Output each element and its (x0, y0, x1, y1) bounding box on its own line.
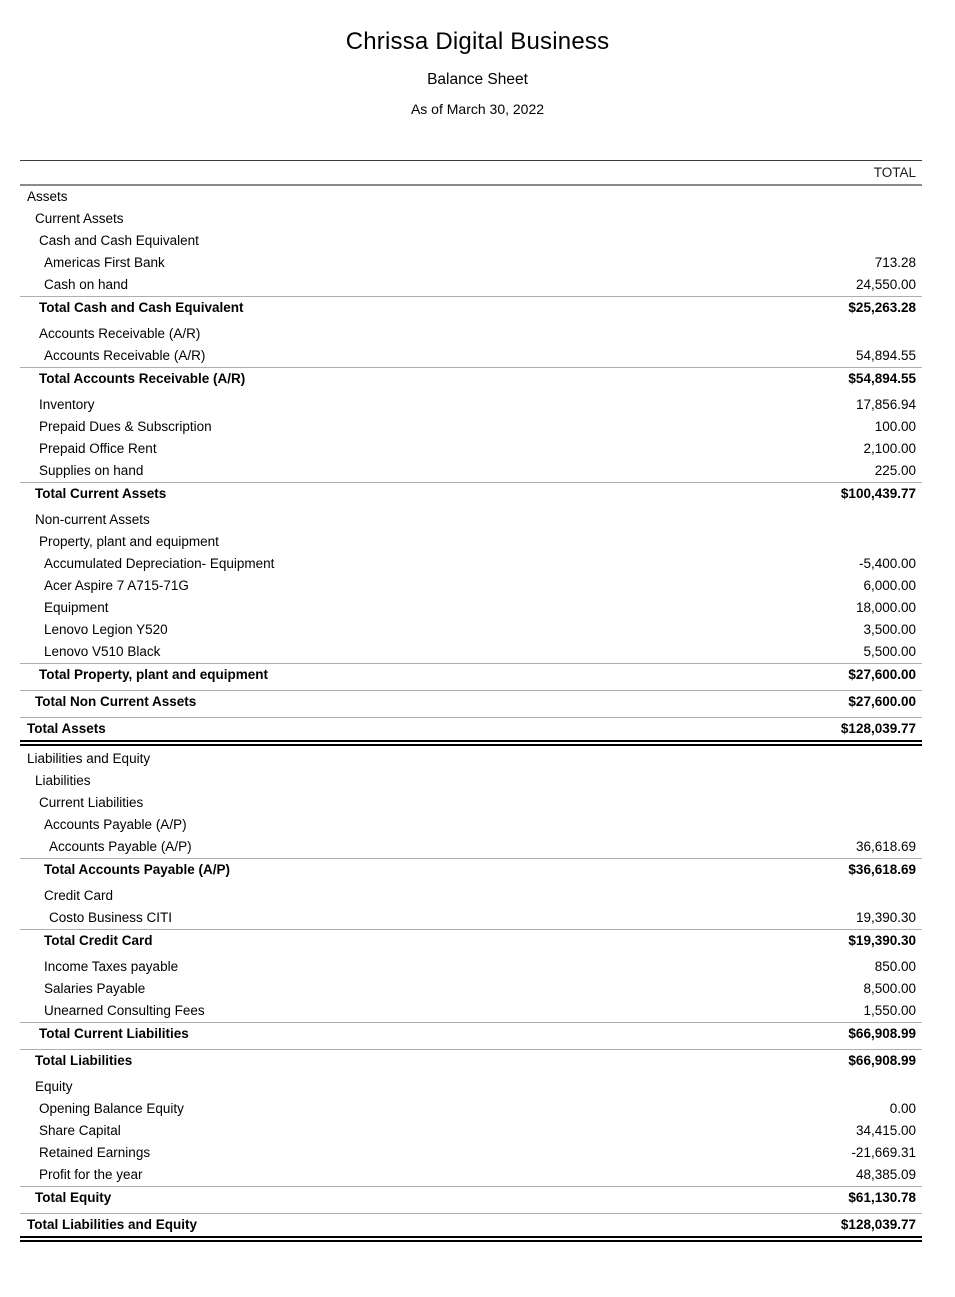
row-label: Total Accounts Payable (A/P) (44, 861, 231, 877)
row-value: $128,039.77 (840, 1216, 916, 1232)
table-row (20, 792, 922, 814)
row-value: 17,856.94 (855, 397, 916, 412)
row-value: $27,600.00 (848, 666, 916, 682)
row-label: Accounts Receivable (A/R) (39, 326, 201, 341)
row-value: $36,618.69 (848, 861, 916, 877)
row-label: Cash and Cash Equivalent (39, 233, 199, 248)
table-row (20, 296, 922, 318)
table-row (20, 1022, 922, 1044)
row-value: $27,600.00 (848, 693, 916, 709)
table-row (20, 509, 922, 531)
row-label: Non-current Assets (35, 512, 150, 527)
table-row (20, 663, 922, 685)
table-row (20, 885, 922, 907)
table-row (20, 252, 922, 274)
row-label: Unearned Consulting Fees (44, 1003, 205, 1018)
row-value: $128,039.77 (840, 720, 916, 736)
table-row (20, 416, 922, 438)
table-row (20, 770, 922, 792)
table-row (20, 597, 922, 619)
row-label: Prepaid Office Rent (39, 441, 157, 456)
double-rule (20, 1236, 922, 1242)
row-label: Total Liabilities and Equity (27, 1216, 198, 1232)
row-value: $66,908.99 (848, 1052, 916, 1068)
row-label: Total Assets (27, 720, 106, 736)
table-row (20, 230, 922, 252)
row-label: Current Liabilities (39, 795, 144, 810)
row-label: Supplies on hand (39, 463, 144, 478)
row-value: 19,390.30 (855, 910, 916, 925)
table-row (20, 1213, 922, 1235)
row-value: $100,439.77 (840, 485, 916, 501)
table-row (20, 367, 922, 389)
row-label: Equipment (44, 600, 109, 615)
row-label: Profit for the year (39, 1167, 143, 1182)
table-row (20, 1049, 922, 1071)
row-label: Accounts Receivable (A/R) (44, 348, 206, 363)
row-label: Credit Card (44, 888, 114, 903)
table-row (20, 460, 922, 482)
row-value: 0.00 (889, 1101, 916, 1116)
row-label: Total Accounts Receivable (A/R) (39, 370, 246, 386)
row-value: 3,500.00 (863, 622, 916, 637)
table-row (20, 619, 922, 641)
row-label: Total Credit Card (44, 932, 153, 948)
table-row (20, 956, 922, 978)
row-label: Prepaid Dues & Subscription (39, 419, 212, 434)
table-row (20, 929, 922, 951)
table-row (20, 1164, 922, 1186)
report-date: As of March 30, 2022 (410, 101, 545, 117)
table-row (20, 907, 922, 929)
row-label: Retained Earnings (39, 1145, 151, 1160)
row-label: Acer Aspire 7 A715-71G (44, 578, 189, 593)
table-row (20, 323, 922, 345)
row-label: Opening Balance Equity (39, 1101, 184, 1116)
row-label: Costo Business CITI (49, 910, 173, 925)
row-value: 100.00 (874, 419, 916, 434)
row-value: 8,500.00 (863, 981, 916, 996)
table-row (20, 438, 922, 460)
row-label: Assets (27, 189, 68, 204)
row-label: Total Current Liabilities (39, 1025, 189, 1041)
row-label: Total Non Current Assets (35, 693, 197, 709)
row-label: Accumulated Depreciation- Equipment (44, 556, 275, 571)
table-row (20, 1000, 922, 1022)
row-value: -5,400.00 (858, 556, 916, 571)
balance-sheet-table (20, 160, 922, 1244)
row-value: 18,000.00 (855, 600, 916, 615)
row-value: 48,385.09 (855, 1167, 916, 1182)
row-label: Accounts Payable (A/P) (49, 839, 192, 854)
table-row (20, 1186, 922, 1208)
table-row (20, 858, 922, 880)
table-row (20, 1142, 922, 1164)
row-label: Accounts Payable (A/P) (44, 817, 187, 832)
table-row (20, 208, 922, 230)
row-label: Equity (35, 1079, 73, 1094)
row-value: 850.00 (874, 959, 916, 974)
table-row (20, 482, 922, 504)
row-value: $25,263.28 (848, 299, 916, 315)
table-row (20, 717, 922, 739)
report-title: Balance Sheet (427, 71, 528, 88)
table-row (20, 345, 922, 367)
table-row (20, 1120, 922, 1142)
table-row (20, 748, 922, 770)
row-value: 1,550.00 (863, 1003, 916, 1018)
row-label: Total Liabilities (35, 1052, 133, 1068)
row-label: Liabilities (35, 773, 91, 788)
table-row (20, 814, 922, 836)
row-value: 713.28 (874, 255, 916, 270)
row-value: $66,908.99 (848, 1025, 916, 1041)
row-value: 6,000.00 (863, 578, 916, 593)
double-rule (20, 740, 922, 746)
table-row (20, 531, 922, 553)
row-value: 24,550.00 (855, 277, 916, 292)
table-row (20, 690, 922, 712)
report-header (0, 0, 955, 117)
row-label: Share Capital (39, 1123, 121, 1138)
row-value: $54,894.55 (848, 370, 916, 386)
row-label: Inventory (39, 397, 95, 412)
company-name: Chrissa Digital Business (345, 28, 610, 55)
row-value: 225.00 (874, 463, 916, 478)
table-row (20, 1098, 922, 1120)
table-row (20, 836, 922, 858)
table-row (20, 394, 922, 416)
table-body (20, 186, 922, 1242)
table-row (20, 978, 922, 1000)
row-value: $61,130.78 (848, 1189, 916, 1205)
row-label: Total Cash and Cash Equivalent (39, 299, 244, 315)
row-label: Total Current Assets (35, 485, 167, 501)
row-value: 34,415.00 (855, 1123, 916, 1138)
row-label: Salaries Payable (44, 981, 146, 996)
row-value: -21,669.31 (851, 1145, 916, 1160)
row-label: Total Equity (35, 1189, 112, 1205)
row-value: 36,618.69 (855, 839, 916, 854)
table-row (20, 575, 922, 597)
row-value: 5,500.00 (863, 644, 916, 659)
row-label: Property, plant and equipment (39, 534, 219, 549)
row-value: $19,390.30 (848, 932, 916, 948)
table-row (20, 274, 922, 296)
row-label: Total Property, plant and equipment (39, 666, 269, 682)
table-row (20, 641, 922, 663)
row-label: Income Taxes payable (44, 959, 179, 974)
table-row (20, 1076, 922, 1098)
row-label: Current Assets (35, 211, 124, 226)
row-label: Cash on hand (44, 277, 129, 292)
table-header-row (20, 160, 922, 186)
row-label: Lenovo V510 Black (44, 644, 161, 659)
row-label: Lenovo Legion Y520 (44, 622, 168, 637)
table-row (20, 553, 922, 575)
row-value: 54,894.55 (855, 348, 916, 363)
row-label: Americas First Bank (44, 255, 165, 270)
row-label: Liabilities and Equity (27, 751, 151, 766)
table-row (20, 186, 922, 208)
row-value: 2,100.00 (863, 441, 916, 456)
total-column-header: TOTAL (873, 165, 916, 180)
